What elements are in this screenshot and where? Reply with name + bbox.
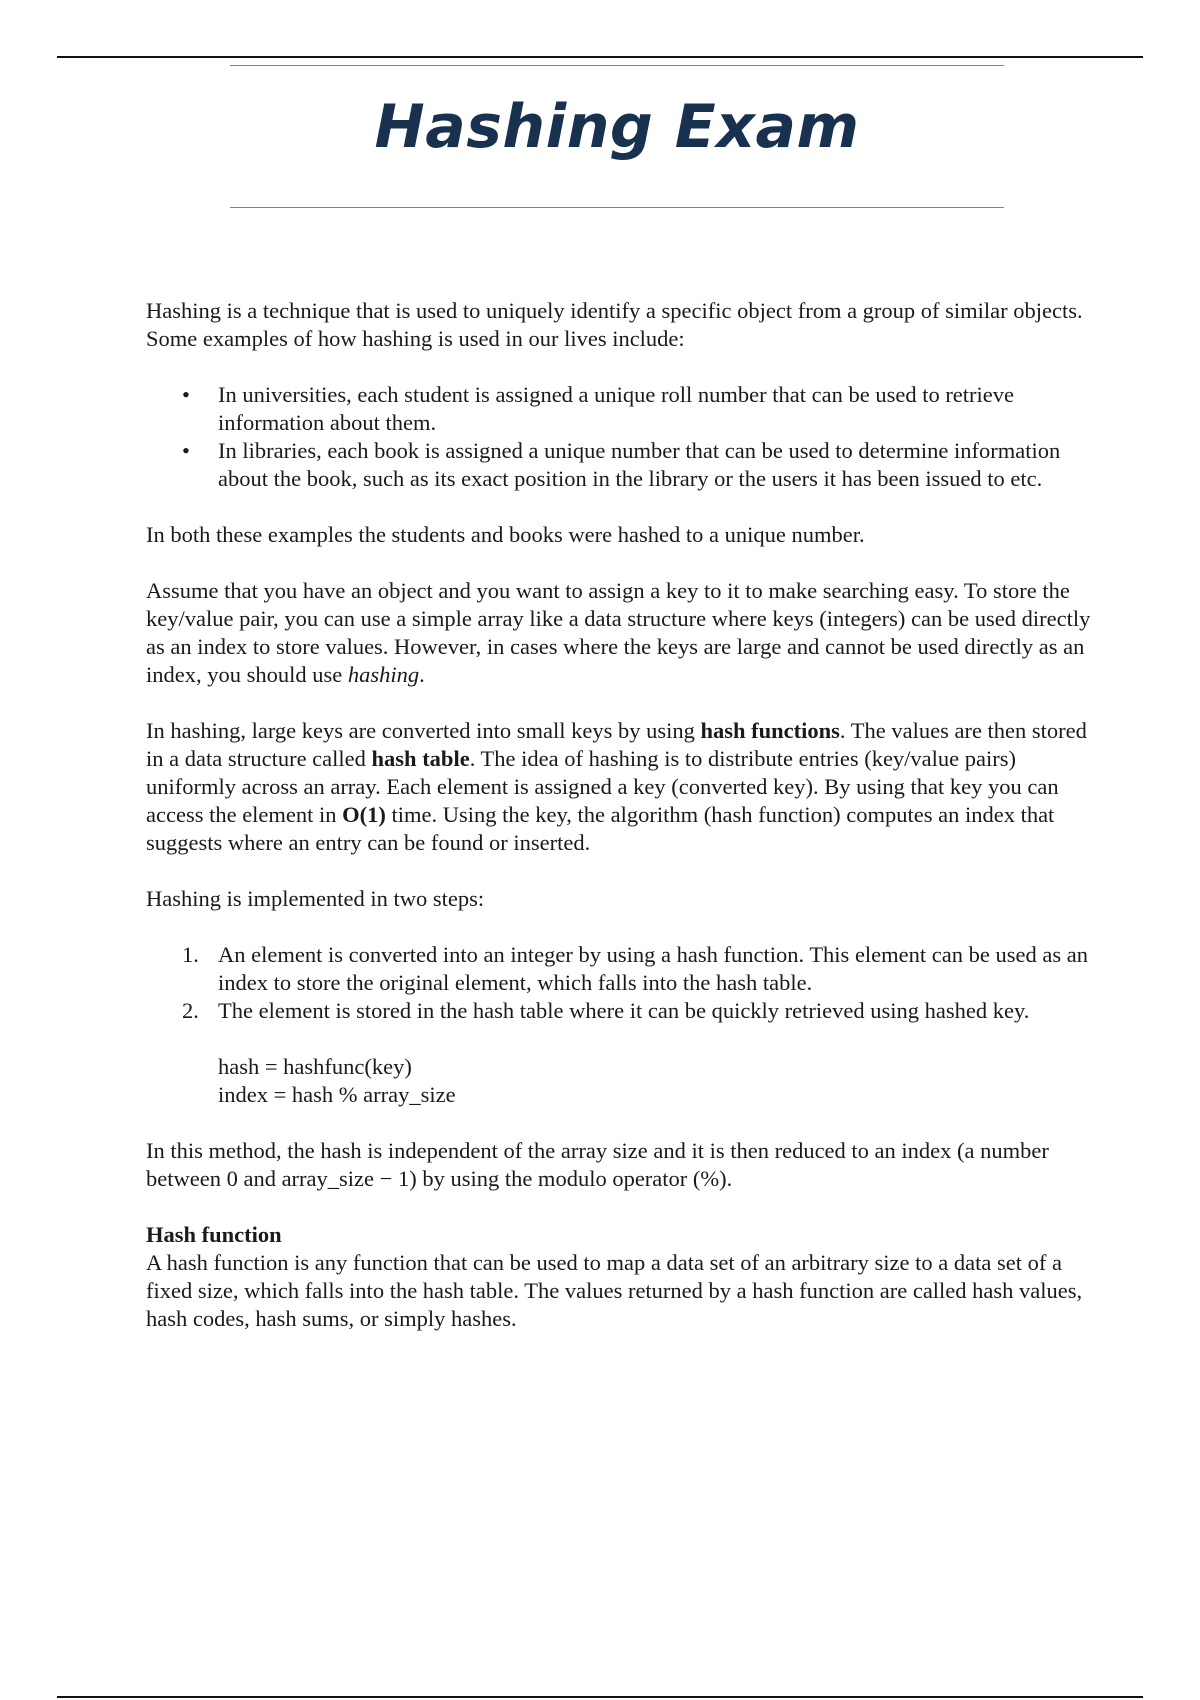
page-top-border: [57, 56, 1143, 58]
document-body: [146, 297, 1091, 1361]
hash-function-paragraph: A hash function is any function that can be used to map a data set of an arbitrary size to a data set of a fixed size, which falls into the hash table. The values returned by a hash function are called hash values, hash codes, hash sums, or simply hashes.: [146, 1250, 1083, 1331]
steps-intro-paragraph: Hashing is implemented in two steps:: [146, 886, 485, 911]
list-item: [146, 997, 1091, 1025]
list-item: [146, 941, 1091, 997]
assume-paragraph: [146, 577, 1091, 689]
list-item: [146, 437, 1091, 493]
hashing-paragraph: [146, 717, 1091, 857]
hashing-text-4: time. Using the key, the algorithm (hash function) computes an index that suggests where an entry can be found or inserted.: [146, 802, 1055, 855]
step-text: An element is converted into an integer by using a hash function. This element can be used as an index to store the original element, which falls into the hash table.: [218, 942, 1088, 995]
examples-list: [146, 381, 1091, 493]
formula-line: hash = hashfunc(key): [218, 1054, 412, 1079]
list-item-text: In universities, each student is assigned a unique roll number that can be used to retrieve information about them.: [218, 382, 1015, 435]
hashing-text-3: . The idea of hashing is to distribute entries (key/value pairs) uniformly across an array. Each element is assigned a key (converted key). By using that key you can access the element in: [146, 746, 1059, 827]
intro-paragraph: Hashing is a technique that is used to uniquely identify a specific object from a group of similar objects. Some examples of how hashing is used in our lives include:: [146, 298, 1083, 351]
hashing-text-2: . The values are then stored in a data structure called: [146, 718, 1087, 771]
bullet-icon: •: [182, 438, 190, 463]
formula-line: index = hash % array_size: [218, 1082, 456, 1107]
big-o-term: O(1): [342, 802, 386, 827]
steps-list: [146, 941, 1091, 1025]
bullet-icon: •: [182, 382, 190, 407]
list-item-text: In libraries, each book is assigned a unique number that can be used to determine information about the book, such as its exact position in the library or the users it has been issued to etc.: [218, 438, 1061, 491]
list-item: [146, 381, 1091, 437]
step-number: 2.: [182, 998, 199, 1023]
method-paragraph: In this method, the hash is independent of the array size and it is then reduced to an index (a number between 0 and array_size − 1) by using the modulo operator (%).: [146, 1138, 1049, 1191]
title-rule-top: [230, 65, 1004, 66]
step-number: 1.: [182, 942, 199, 967]
hash-table-term: hash table: [371, 746, 470, 771]
hash-functions-term: hash functions: [700, 718, 840, 743]
page-bottom-border: [57, 1696, 1143, 1698]
title-rule-bottom: [230, 207, 1004, 208]
hashing-emphasis: hashing: [347, 662, 420, 687]
formula-block: [218, 1053, 1091, 1109]
section-heading: Hash function: [146, 1222, 282, 1247]
hash-function-section: [146, 1221, 1091, 1333]
both-examples-paragraph: In both these examples the students and books were hashed to a unique number.: [146, 522, 865, 547]
assume-end: .: [419, 662, 425, 687]
step-text: The element is stored in the hash table where it can be quickly retrieved using hashed key.: [218, 998, 1030, 1023]
document-title: Hashing Exam: [374, 92, 860, 162]
hashing-text-1: In hashing, large keys are converted into small keys by using: [146, 718, 701, 743]
assume-text: Assume that you have an object and you want to assign a key to it to make searching easy. To store the key/value pair, you can use a simple array like a data structure where keys (integers) can be used directly as an index to store values. However, in cases where the keys are large and cannot be used directly as an index, you should use: [146, 578, 1091, 687]
